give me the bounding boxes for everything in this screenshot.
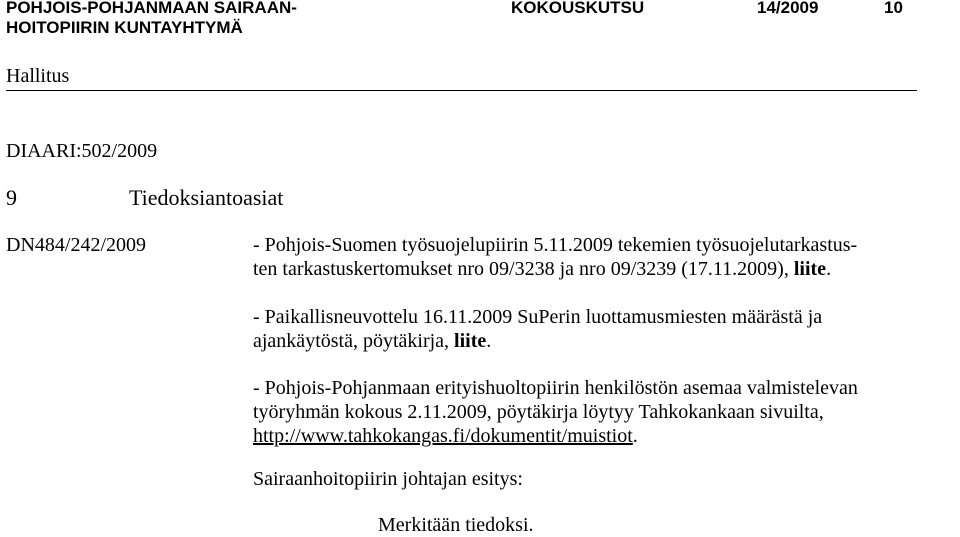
header-organization-line1: POHJOIS-POHJANMAAN SAIRAAN- <box>6 0 297 17</box>
header-organization-line2: HOITOPIIRIN KUNTAYHTYMÄ <box>6 18 243 37</box>
notice-item-3-line1: - Pohjois-Pohjanmaan erityishuoltopiirin henkilöstön asemaa valmistelevan <box>253 377 858 399</box>
tahkokangas-link[interactable]: http://www.tahkokangas.fi/dokumentit/muistiot <box>253 425 633 447</box>
diaari-number: DIAARI:502/2009 <box>6 140 158 162</box>
notice-item-1-attachment: liite <box>793 258 827 280</box>
header-page-number: 10 <box>884 0 903 17</box>
notice-item-1-line2: ten tarkastuskertomukset nro 09/3238 ja nro 09/3239 (17.11.2009), liite. <box>253 258 832 280</box>
header-document-type: KOKOUSKUTSU <box>511 0 645 17</box>
section-number: 9 <box>6 185 17 210</box>
notice-item-1-line1: - Pohjois-Suomen työsuojelupiirin 5.11.2009 tekemien työsuojelutarkastus- <box>253 234 858 256</box>
notice-item-1-text: ten tarkastuskertomukset nro 09/3238 ja nro 09/3239 (17.11.2009), <box>253 258 794 280</box>
proposal-text: Merkitään tiedoksi. <box>378 514 534 536</box>
notice-item-2-attachment: liite <box>454 330 487 352</box>
notice-item-3 <box>253 376 953 448</box>
notice-item-2 <box>253 305 953 353</box>
proposal-label <box>253 467 953 491</box>
header-document-number: 14/2009 <box>757 0 819 17</box>
section-title: Tiedoksiantoasiat <box>129 185 284 210</box>
notice-item-2-line1: - Paikallisneuvottelu 16.11.2009 SuPerin luottamusmiesten määrästä ja <box>253 306 823 328</box>
dn-number: DN484/242/2009 <box>6 234 146 256</box>
notice-item-3-line3: http://www.tahkokangas.fi/dokumentit/muistiot. <box>253 425 638 447</box>
header-divider <box>6 90 917 91</box>
notice-item-2-line2: ajankäytöstä, pöytäkirja, liite. <box>253 330 492 352</box>
body-name: Hallitus <box>6 65 70 87</box>
notice-item-3-line2: työryhmän kokous 2.11.2009, pöytäkirja löytyy Tahkokankaan sivuilta, <box>253 401 824 423</box>
notice-item-1 <box>253 233 953 281</box>
notice-item-2-text: ajankäytöstä, pöytäkirja, <box>253 330 455 352</box>
proposal-label-text: Sairaanhoitopiirin johtajan esitys: <box>253 468 523 490</box>
